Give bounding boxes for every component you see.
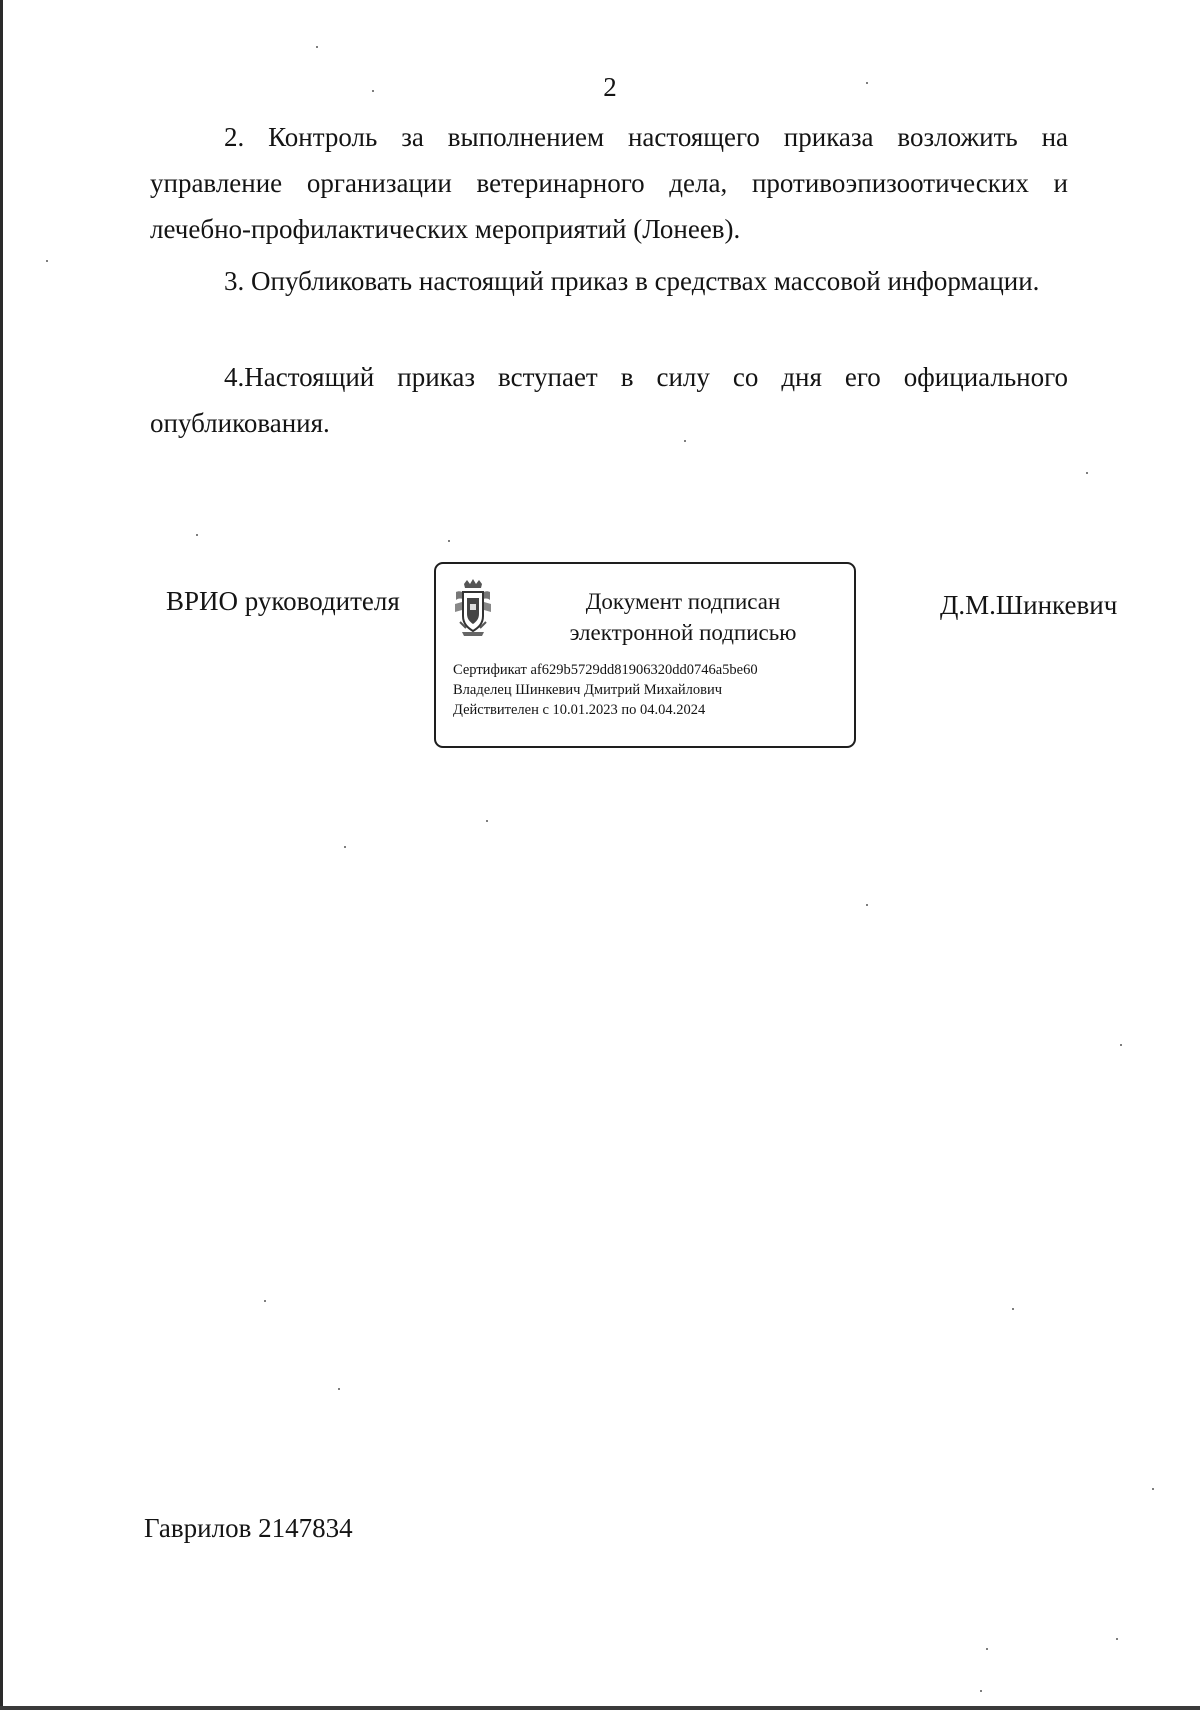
coat-of-arms-icon — [452, 578, 494, 638]
scan-speck — [344, 846, 346, 848]
page-number: 2 — [603, 72, 617, 102]
esign-title — [548, 586, 818, 648]
scan-speck — [1012, 1308, 1014, 1310]
esign-owner: Владелец Шинкевич Дмитрий Михайлович — [453, 682, 723, 698]
scan-speck — [372, 90, 374, 92]
esign-validity: Действителен с 10.01.2023 по 04.04.2024 — [453, 702, 706, 718]
scan-speck — [1086, 472, 1088, 474]
esign-title-line2: электронной подписью — [569, 620, 797, 645]
scan-speck — [316, 46, 318, 48]
signatory-name: Д.М.Шинкевич — [940, 590, 1118, 620]
paragraph-text: 4.Настоящий приказ вступает в силу со дня его официального опубликования. — [150, 362, 1068, 438]
paragraph-text: 2. Контроль за выполнением настоящего приказа возложить на управление организации ветеринарного дела, противоэпизоотических и лечебно-профилактических мероприятий (Лонеев). — [150, 122, 1068, 244]
electronic-signature-stamp — [434, 562, 856, 748]
scan-speck — [980, 1690, 982, 1692]
esign-title-line1: Документ подписан — [585, 589, 781, 614]
executor-contact: Гаврилов 2147834 — [144, 1513, 353, 1543]
paragraph-text: 3. Опубликовать настоящий приказ в средствах массовой информации. — [224, 266, 1040, 296]
signatory-role: ВРИО руководителя — [166, 586, 400, 616]
scan-left-edge — [0, 0, 3, 1710]
scan-speck — [338, 1388, 340, 1390]
paragraph-2-control — [150, 114, 1068, 252]
scan-speck — [264, 1300, 266, 1302]
scan-speck — [1152, 1488, 1154, 1490]
scan-speck — [1120, 1044, 1122, 1046]
esign-certificate: Сертификат af629b5729dd81906320dd0746a5be60 — [453, 662, 758, 678]
scan-speck — [486, 820, 488, 822]
scan-speck — [866, 82, 868, 84]
scan-speck — [684, 440, 686, 442]
scan-speck — [1116, 1638, 1118, 1640]
scan-speck — [46, 260, 48, 262]
scan-speck — [448, 540, 450, 542]
scan-bottom-edge — [0, 1706, 1200, 1710]
esign-details — [453, 660, 853, 720]
scan-speck — [986, 1648, 988, 1650]
scan-speck — [866, 904, 868, 906]
scan-speck — [196, 534, 198, 536]
paragraph-4-effective — [150, 354, 1068, 446]
paragraph-3-publish — [150, 258, 1068, 304]
